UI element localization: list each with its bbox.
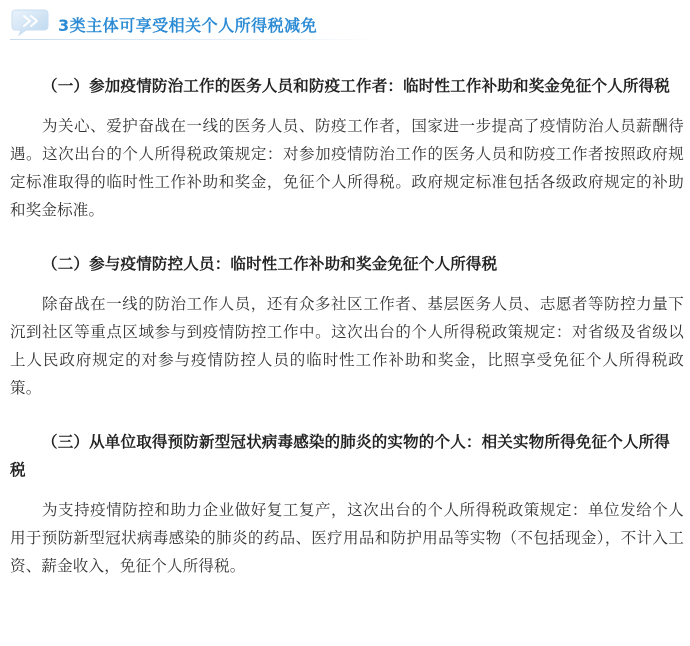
article-content <box>10 72 684 606</box>
section-medical-staff <box>10 72 684 224</box>
section-heading: （二）参与疫情防控人员：临时性工作补助和奖金免征个人所得税 <box>42 255 498 273</box>
header-divider <box>10 39 380 40</box>
chat-bubble-decoration-icon <box>10 8 54 36</box>
section-paragraph: 除奋战在一线的防治工作人员，还有众多社区工作者、基层医务人员、志愿者等防控力量下沉到社区等重点区域参与到疫情防控工作中。这次出台的个人所得税政策规定：对省级及省级以上人民政府规定的对参与疫情防控人员的临时性工作补助和奖金，比照享受免征个人所得税政策。 <box>10 295 684 397</box>
section-heading: （三）从单位取得预防新型冠状病毒感染的肺炎的实物的个人：相关实物所得免征个人所得税 <box>10 433 671 479</box>
section-paragraph: 为关心、爱护奋战在一线的医务人员、防疫工作者，国家进一步提高了疫情防治人员薪酬待遇。这次出台的个人所得税政策规定：对参加疫情防治工作的医务人员和防疫工作者按照政府规定标准取得的临时性工作补助和奖金，免征个人所得税。政府规定标准包括各级政府规定的补助和奖金标准。 <box>10 117 684 219</box>
section-in-kind-supplies <box>10 428 684 580</box>
section-heading: （一）参加疫情防治工作的医务人员和防疫工作者：临时性工作补助和奖金免征个人所得税 <box>42 77 671 95</box>
section-epidemic-control-staff <box>10 250 684 402</box>
section-header <box>0 6 690 40</box>
section-paragraph: 为支持疫情防控和助力企业做好复工复产，这次出台的个人所得税政策规定：单位发给个人用于预防新型冠状病毒感染的肺炎的药品、医疗用品和防护用品等实物（不包括现金），不计入工资、薪金收入，免征个人所得税。 <box>10 501 684 575</box>
page-title: 3类主体可享受相关个人所得税减免 <box>58 16 318 35</box>
